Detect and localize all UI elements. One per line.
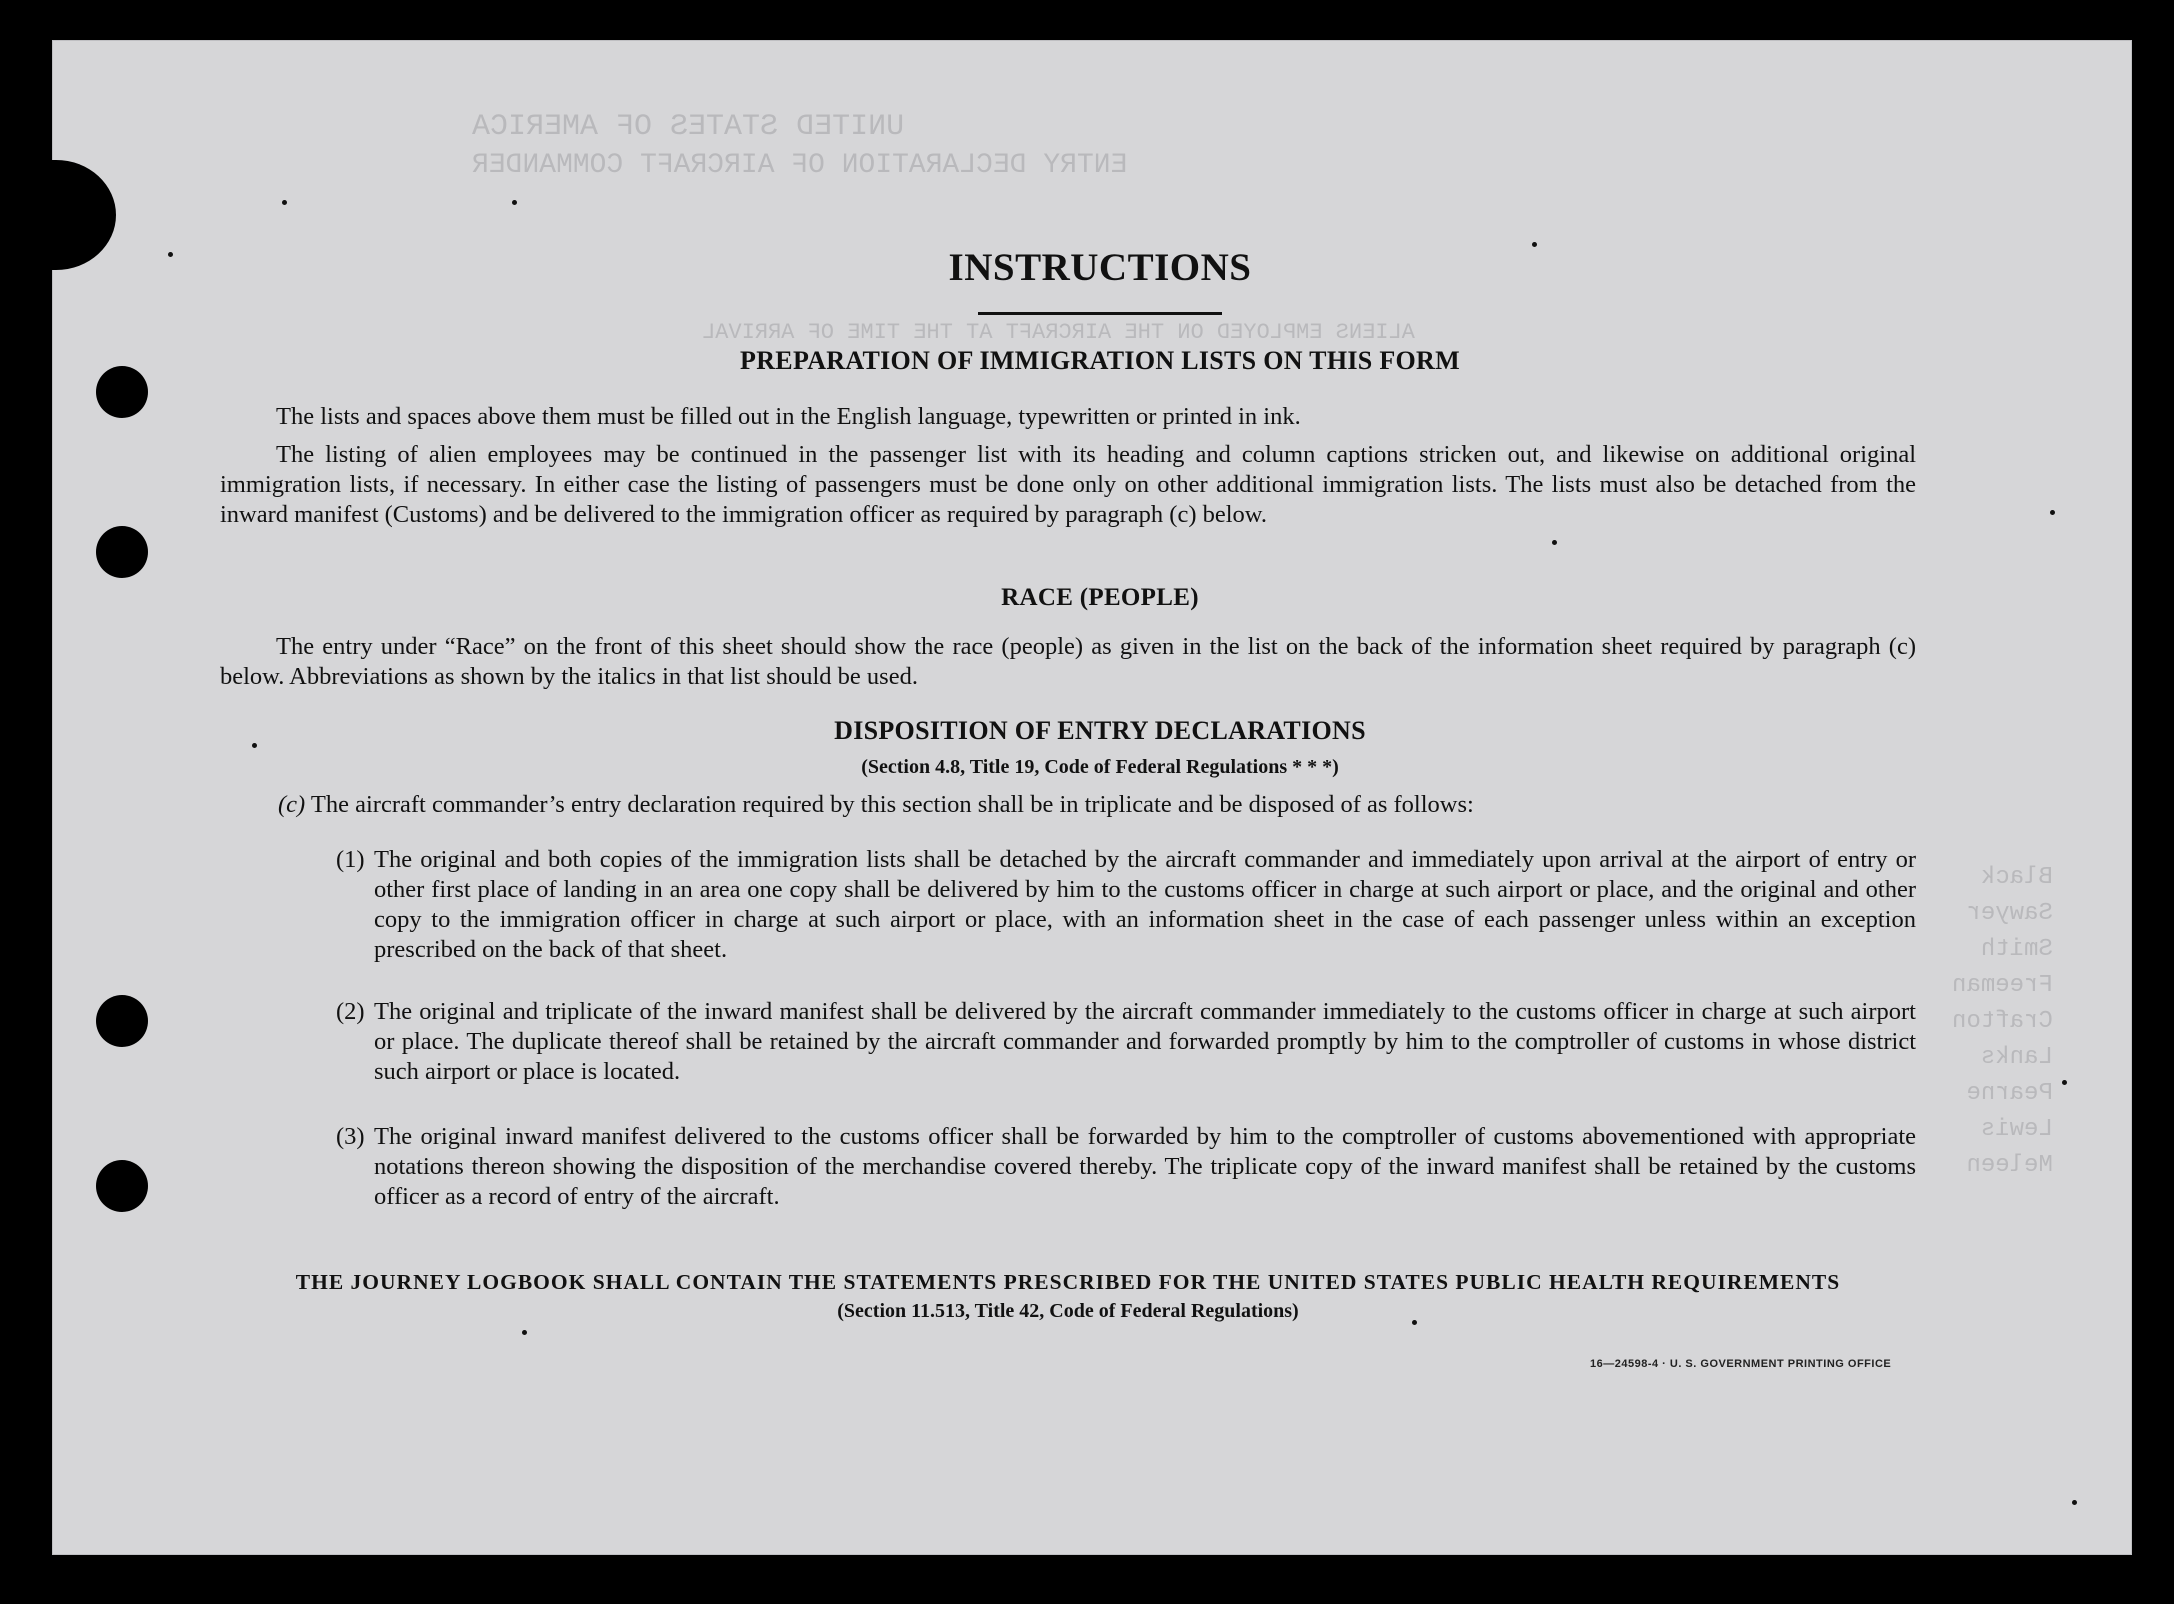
ink-speck (1412, 1320, 1417, 1325)
punch-hole (96, 1160, 148, 1212)
title-underline (978, 312, 1222, 315)
ink-speck (2072, 1500, 2077, 1505)
section-heading-preparation: PREPARATION OF IMMIGRATION LISTS ON THIS FORM (740, 346, 1460, 375)
punch-hole (96, 526, 148, 578)
ink-speck (168, 252, 173, 257)
item-number: (1) (336, 846, 365, 873)
torn-edge (52, 160, 116, 270)
footer-citation: (Section 11.513, Title 42, Code of Federal Regulations) (837, 1300, 1299, 1322)
ink-speck (522, 1330, 527, 1335)
preparation-paragraph-2: The listing of alien employees may be continued in the passenger list with its heading and column captions stricken out, and likewise on additional original immigration lists, if necessary. In either case the listing of passengers must be done only on other additional immigration lists. The lists must also be detached from the inward manifest (Customs) and be delivered to the immigration officer as required by paragraph (c) below. (220, 441, 1916, 528)
bleed-through: ENTRY DECLARATION OF AIRCRAFT COMMANDER (472, 150, 1128, 181)
ink-speck (282, 200, 287, 205)
document-sheet (52, 40, 2132, 1555)
intro-text: The aircraft commander’s entry declaration required by this section shall be in triplicate and be disposed of as follows: (310, 791, 1474, 818)
ink-speck (2050, 510, 2055, 515)
item-text: The original inward manifest delivered to the customs officer shall be forwarded by him to the comptroller of customs abovementioned with appropriate notations thereon showing the disposition of the merchandise covered thereby. The triplicate copy of the inward manifest shall be retained by the customs officer as a record of entry of the aircraft. (374, 1123, 1916, 1210)
ink-speck (1552, 540, 1557, 545)
ink-speck (252, 743, 257, 748)
bleed-through: UNITED STATES OF AMERICA (472, 110, 905, 144)
item-number: (3) (336, 1123, 365, 1150)
bleed-through: Black Sawyer Smith Freeman Crafton Lanks Pearne Lewis Meleen (1952, 864, 2053, 1179)
section-heading-race: RACE (PEOPLE) (1001, 584, 1199, 611)
ink-speck (512, 200, 517, 205)
disposition-item-1 (336, 845, 1916, 965)
disposition-citation: (Section 4.8, Title 19, Code of Federal Regulations * * *) (861, 756, 1339, 778)
punch-hole (96, 366, 148, 418)
disposition-item-3 (336, 1122, 1916, 1212)
race-paragraph: The entry under “Race” on the front of this sheet should show the race (people) as given in the list on the back of the information sheet required by paragraph (c) below. Abbreviations as shown by the italics in that list should be used. (220, 633, 1916, 690)
ink-speck (2062, 1080, 2067, 1085)
disposition-item-2 (336, 997, 1916, 1087)
preparation-paragraph-1: The lists and spaces above them must be filled out in the English language, typewritten or printed in ink. (276, 403, 1301, 430)
disposition-intro (278, 790, 1916, 820)
bleed-through: ALIENS EMPLOYED ON THE AIRCRAFT AT THE TIME OF ARRIVAL (702, 320, 1415, 345)
punch-hole (96, 995, 148, 1047)
section-heading-disposition: DISPOSITION OF ENTRY DECLARATIONS (834, 716, 1366, 745)
intro-label: (c) (278, 791, 306, 818)
ink-speck (1532, 242, 1537, 247)
item-text: The original and both copies of the immigration lists shall be detached by the aircraft commander and immediately upon arrival at the airport of entry or other first place of landing in an area one copy shall be delivered by him to the customs officer in charge at such airport or place, and the original and other copy to the immigration officer in charge at such airport or place, with an information sheet in the case of each passenger unless within an exception prescribed on the back of that sheet. (374, 846, 1916, 963)
item-number: (2) (336, 998, 365, 1025)
printer-imprint: 16—24598-4 · U. S. GOVERNMENT PRINTING OFFICE (1590, 1358, 1892, 1370)
item-text: The original and triplicate of the inward manifest shall be delivered by the aircraft commander immediately to the customs officer in charge at such airport or place. The duplicate thereof shall be retained by the aircraft commander and forwarded promptly by him to the comptroller of customs in whose district such airport or place is located. (374, 998, 1916, 1085)
page-title: INSTRUCTIONS (948, 246, 1252, 289)
footer-heading: THE JOURNEY LOGBOOK SHALL CONTAIN THE STATEMENTS PRESCRIBED FOR THE UNITED STATES PUBLIC HEALTH REQUIREMENTS (295, 1270, 1841, 1294)
